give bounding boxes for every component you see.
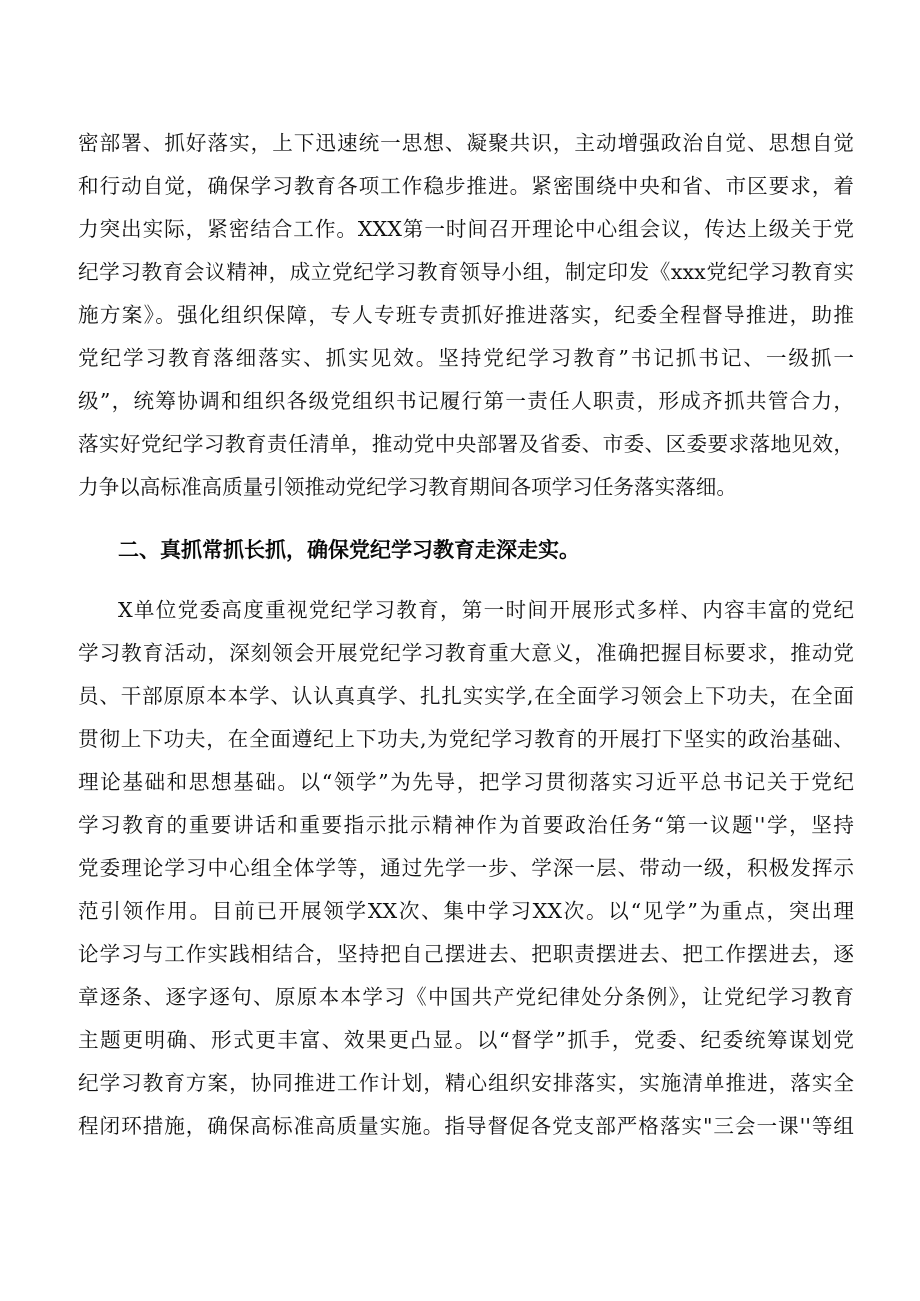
paragraph-1-line-2: 和行动自觉，确保学习教育各项工作稳步推进。紧密围绕中央和省、市区要求，着 (78, 174, 854, 198)
paragraph-1-line-4: 纪学习教育会议精神，成立党纪学习教育领导小组，制定印发《xxx党纪学习教育实 (78, 260, 854, 284)
paragraph-1-line-8: 落实好党纪学习教育责任清单，推动党中央部署及省委、市委、区委要求落地见效， (78, 432, 854, 456)
paragraph-2-line-9: 论学习与工作实践相结合，坚持把自己摆进去、把职责摆进去、把工作摆进去，逐 (78, 942, 854, 966)
paragraph-2-line-5: 理论基础和思想基础。以“领学”为先导，把学习贯彻落实习近平总书记关于党纪 (78, 770, 854, 794)
paragraph-2-line-4: 贯彻上下功夫，在全面遵纪上下功夫,为党纪学习教育的开展打下坚实的政治基础、 (78, 727, 854, 751)
paragraph-2-line-10: 章逐条、逐字逐句、原原本本学习《中国共产党纪律处分条例》，让党纪学习教育 (78, 985, 854, 1009)
paragraph-2-line-2: 学习教育活动，深刻领会开展党纪学习教育重大意义，准确把握目标要求，推动党 (78, 641, 854, 665)
paragraph-2-line-12: 纪学习教育方案，协同推进工作计划，精心组织安排落实，实施清单推进，落实全 (78, 1071, 854, 1095)
paragraph-2-line-7: 党委理论学习中心组全体学等，通过先学一步、学深一层、带动一级，积极发挥示 (78, 856, 854, 880)
section-heading: 二、真抓常抓长抓，确保党纪学习教育走深走实。 (118, 538, 580, 562)
paragraph-1-line-3: 力突出实际，紧密结合工作。XXX第一时间召开理论中心组会议，传达上级关于党 (78, 217, 854, 241)
paragraph-2-line-3: 员、干部原原本本学、认认真真学、扎扎实实学,在全面学习领会上下功夫，在全面 (78, 684, 854, 708)
paragraph-2-line-8: 范引领作用。目前已开展领学XX次、集中学习XX次。以“见学”为重点，突出理 (78, 899, 854, 923)
paragraph-1-line-5: 施方案》。强化组织保障，专人专班专责抓好推进落实，纪委全程督导推进，助推 (78, 303, 854, 327)
paragraph-1-line-9: 力争以高标准高质量引领推动党纪学习教育期间各项学习任务落实落细。 (78, 475, 737, 499)
paragraph-1-line-1: 密部署、抓好落实，上下迅速统一思想、凝聚共识，主动增强政治自觉、思想自觉 (78, 131, 854, 155)
paragraph-2-line-13: 程闭环措施，确保高标准高质量实施。指导督促各党支部严格落实"三会一课''等组 (78, 1114, 854, 1138)
paragraph-2-line-6: 学习教育的重要讲话和重要指示批示精神作为首要政治任务“第一议题''学，坚持 (78, 813, 854, 837)
paragraph-2-line-1: X单位党委高度重视党纪学习教育，第一时间开展形式多样、内容丰富的党纪 (118, 598, 854, 622)
paragraph-2-line-11: 主题更明确、形式更丰富、效果更凸显。以“督学”抓手，党委、纪委统筹谋划党 (78, 1028, 854, 1052)
paragraph-1-line-6: 党纪学习教育落细落实、抓实见效。坚持党纪学习教育”书记抓书记、一级抓一 (78, 346, 854, 370)
paragraph-1-line-7: 级”，统筹协调和组织各级党组织书记履行第一责任人职责，形成齐抓共管合力， (78, 389, 854, 413)
